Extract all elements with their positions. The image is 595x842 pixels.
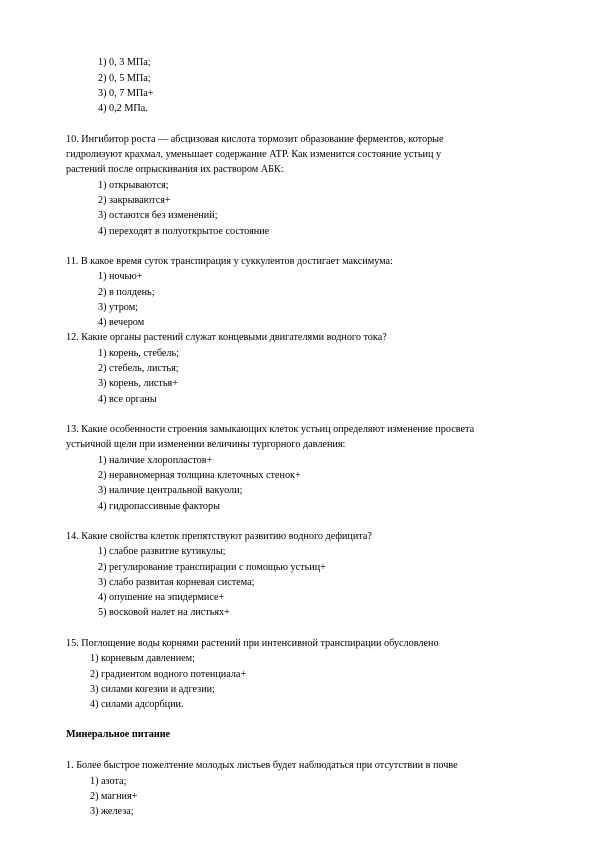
answer-option: 3) остаются без изменений; [98, 210, 218, 221]
question-text: растений после опрыскивания их раствором АБК: [66, 164, 284, 175]
question-text: 1. Более быстрое пожелтение молодых листьев будет наблюдаться при отсутствии в почве [66, 760, 458, 771]
question-text: 12. Какие органы растений служат концевыми двигателями водного тока? [66, 332, 387, 343]
question-text: 10. Ингибитор роста — абсцизовая кислота тормозит образование ферментов, которые [66, 134, 444, 145]
answer-option: 1) корневым давлением; [90, 653, 195, 664]
answer-option: 2) стебель, листья; [98, 363, 179, 374]
question-text: 15. Поглощение воды корнями растений при интенсивной транспирации обусловлено [66, 638, 439, 649]
answer-option: 1) открываются; [98, 180, 169, 191]
answer-option: 2) в полдень; [98, 287, 155, 298]
answer-option: 2) неравномерная толщина клеточных стенок+ [98, 470, 301, 481]
answer-option: 1) азота; [90, 776, 127, 787]
q9-option-2: 2) 0, 5 МПа; [98, 73, 151, 84]
answer-option: 3) утром; [98, 302, 138, 313]
answer-option: 1) корень, стебель; [98, 348, 179, 359]
question-text: устьичной щели при изменении величины тургорного давления: [66, 439, 346, 450]
answer-option: 2) регулирование транспирации с помощью устьиц+ [98, 562, 326, 573]
answer-option: 3) наличие центральной вакуоли; [98, 485, 243, 496]
answer-option: 4) вечером [98, 317, 145, 328]
section-title: Минеральное питание [66, 729, 171, 740]
question-text: 11. В какое время суток транспирация у суккулентов достигает максимума: [66, 256, 393, 267]
answer-option: 4) переходят в полуоткрытое состояние [98, 226, 270, 237]
question-text: 13. Какие особенности строения замыкающих клеток устьиц определяют изменение просвета [66, 424, 475, 435]
answer-option: 4) гидропассивные факторы [98, 501, 220, 512]
question-text: гидролизуют крахмал, уменьшает содержание АТР. Как изменится состояние устьиц у [66, 149, 442, 160]
answer-option: 1) наличие хлоропластов+ [98, 455, 213, 466]
q9-option-3: 3) 0, 7 МПа+ [98, 88, 154, 99]
answer-option: 4) силами адсорбции. [90, 699, 184, 710]
answer-option: 3) силами когезии и адгезии; [90, 684, 215, 695]
answer-option: 3) корень, листья+ [98, 378, 178, 389]
question-text: 14. Какие свойства клеток препятствуют развитию водного дефицита? [66, 531, 372, 542]
answer-option: 3) железа; [90, 806, 134, 817]
answer-option: 2) закрываются+ [98, 195, 171, 206]
q9-option-1: 1) 0, 3 МПа; [98, 57, 151, 68]
answer-option: 2) градиентом водного потенциала+ [90, 669, 247, 680]
answer-option: 4) опушение на эпидермисе+ [98, 592, 225, 603]
answer-option: 3) слабо развитая корневая система; [98, 577, 255, 588]
answer-option: 1) слабое развитие кутикулы; [98, 546, 226, 557]
answer-option: 4) все органы [98, 394, 157, 405]
answer-option: 5) восковой налет на листьях+ [98, 607, 230, 618]
answer-option: 2) магния+ [90, 791, 138, 802]
q9-option-4: 4) 0,2 МПа. [98, 103, 148, 114]
answer-option: 1) ночью+ [98, 271, 143, 282]
